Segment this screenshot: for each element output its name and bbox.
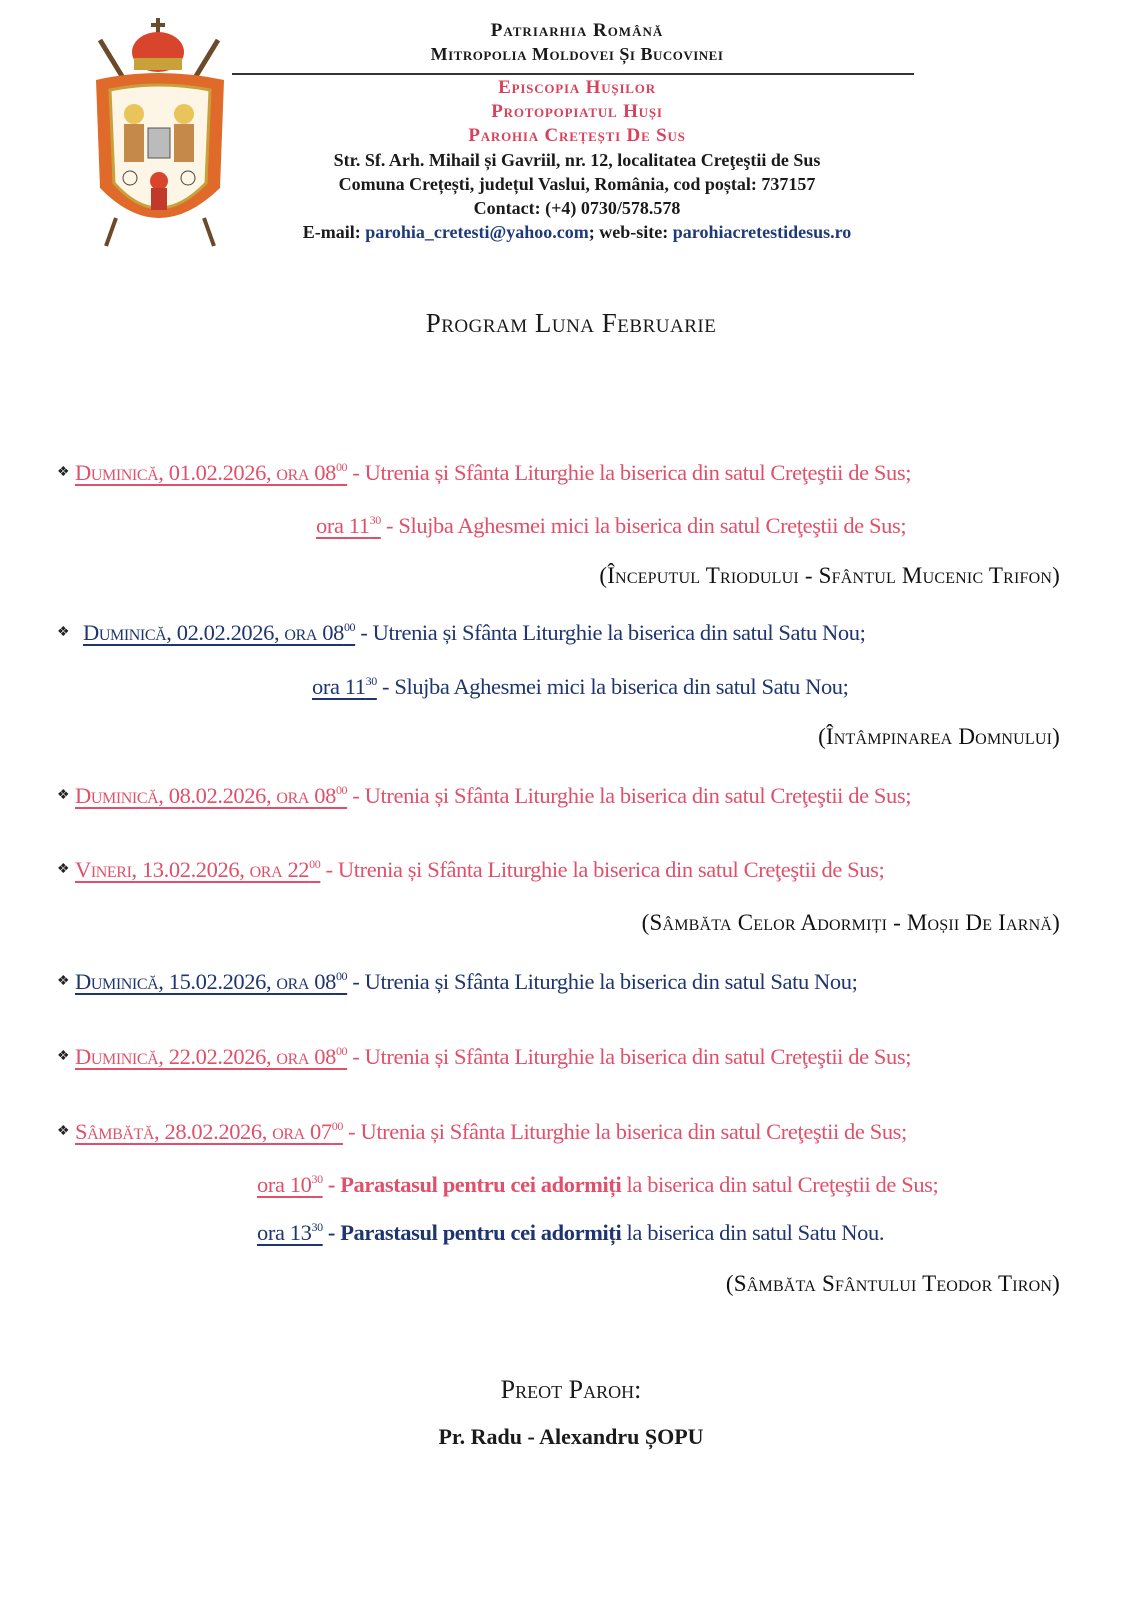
event-2-time-superscript: 00 <box>343 620 356 634</box>
event-7-subline-2-time <box>257 1220 323 1245</box>
event-3-time <box>75 783 347 808</box>
event-1-date: Duminică, 01.02.2026, ora 08 <box>75 460 336 485</box>
email-link[interactable]: parohia_cretesti@yahoo.com <box>365 222 589 242</box>
event-7-subline-1 <box>257 1170 938 1200</box>
event-2-subline-1-description: - Slujba Aghesmei mici la biserica din satul Satu Nou; <box>376 674 849 699</box>
event-1-subline-1 <box>316 511 906 541</box>
event-1-subline-1-time-superscript: 30 <box>369 513 381 527</box>
event-5-time-superscript: 00 <box>335 969 348 983</box>
event-2-subline-1-time <box>312 674 377 699</box>
event-7-time <box>75 1119 343 1144</box>
signature-role: Preot Paroh: <box>500 1375 642 1404</box>
event-5 <box>75 967 857 997</box>
event-7-subline-2-date: ora 13 <box>257 1220 312 1245</box>
bullet-diamond-icon: ❖ <box>57 862 70 877</box>
event-7-subline-2-service-bold: - Parastasul pentru cei adormiți <box>322 1220 622 1245</box>
event-7-subline-2-time-superscript: 30 <box>311 1220 323 1234</box>
bullet-diamond-icon: ❖ <box>57 974 70 989</box>
event-2-feast-note: (Întâmpinarea Domnului) <box>818 724 1060 749</box>
event-7-subline-2-description: la biserica din satul Satu Nou. <box>621 1220 885 1245</box>
event-2 <box>83 618 865 648</box>
address-line-1: Str. Sf. Arh. Mihail și Gavriil, nr. 12, localitatea Creţeştii de Sus <box>333 150 821 170</box>
event-6-date: Duminică, 22.02.2026, ora 08 <box>75 1044 336 1069</box>
address-line-2: Comuna Crețești, județul Vaslui, România, cod poștal: 737157 <box>338 174 816 194</box>
event-7-subline-1-description: la biserica din satul Creţeştii de Sus; <box>621 1172 939 1197</box>
patriarchate-heading: Patriarhia Română <box>490 20 664 41</box>
event-6 <box>75 1042 911 1072</box>
contact-line <box>232 222 922 243</box>
event-7-description: - Utrenia și Sfânta Liturghie la biserica din satul Creţeştii de Sus; <box>342 1119 907 1144</box>
event-1-description: - Utrenia și Sfânta Liturghie la biserica din satul Creţeştii de Sus; <box>347 460 912 485</box>
event-3-description: - Utrenia și Sfânta Liturghie la biserica din satul Creţeştii de Sus; <box>347 783 912 808</box>
event-5-time <box>75 969 347 994</box>
event-1-time-superscript: 00 <box>335 460 348 474</box>
website-label: ; web-site: <box>588 222 673 242</box>
event-5-date: Duminică, 15.02.2026, ora 08 <box>75 969 336 994</box>
event-7-subline-1-service-bold: - Parastasul pentru cei adormiți <box>322 1172 622 1197</box>
bullet-diamond-icon: ❖ <box>57 1124 70 1139</box>
event-2-subline-1-date: ora 11 <box>312 674 366 699</box>
bullet-diamond-icon: ❖ <box>57 1049 70 1064</box>
event-2-subline-1-time-superscript: 30 <box>365 674 377 688</box>
event-6-time <box>75 1044 347 1069</box>
event-2-subline-1 <box>312 672 849 702</box>
crest-logo <box>86 18 234 248</box>
event-1-subline-1-description: - Slujba Aghesmei mici la biserica din satul Creţeştii de Sus; <box>380 513 907 538</box>
header-divider <box>232 73 914 75</box>
email-label: E-mail: <box>302 222 366 242</box>
website-link[interactable]: parohiacretestidesus.ro <box>672 222 852 242</box>
signature-name: Pr. Radu - Alexandru ȘOPU <box>438 1424 704 1449</box>
parish-heading: Parohia Crețești De Sus <box>468 125 686 146</box>
event-1-subline-1-date: ora 11 <box>316 513 370 538</box>
event-7 <box>75 1117 907 1147</box>
event-2-time <box>83 620 355 645</box>
event-7-subline-1-time-superscript: 30 <box>311 1172 323 1186</box>
page-title: Program Luna Februarie <box>425 308 717 338</box>
event-3 <box>75 781 911 811</box>
event-1-time <box>75 460 347 485</box>
event-7-subline-1-time <box>257 1172 323 1197</box>
event-7-subline-1-date: ora 10 <box>257 1172 312 1197</box>
contact-phone: Contact: (+4) 0730/578.578 <box>473 198 681 218</box>
event-1-feast-note: (Începutul Triodului - Sfântul Mucenic Trifon) <box>599 563 1060 588</box>
event-4 <box>75 855 884 885</box>
event-2-date: Duminică, 02.02.2026, ora 08 <box>83 620 344 645</box>
event-3-time-superscript: 00 <box>335 783 348 797</box>
metropolis-heading: Mitropolia Moldovei Și Bucovinei <box>430 44 724 64</box>
diocese-heading: Episcopia Hușilor <box>498 77 656 98</box>
event-4-time-superscript: 00 <box>309 857 321 871</box>
event-6-description: - Utrenia și Sfânta Liturghie la biserica din satul Creţeştii de Sus; <box>347 1044 912 1069</box>
event-2-description: - Utrenia și Sfânta Liturghie la biserica din satul Satu Nou; <box>355 620 866 645</box>
bullet-diamond-icon: ❖ <box>57 788 70 803</box>
deanery-heading: Protopopiatul Huși <box>491 101 663 122</box>
event-1-subline-1-time <box>316 513 381 538</box>
event-7-subline-2 <box>257 1218 884 1248</box>
event-3-date: Duminică, 08.02.2026, ora 08 <box>75 783 336 808</box>
event-5-description: - Utrenia și Sfânta Liturghie la biserica din satul Satu Nou; <box>347 969 858 994</box>
event-4-feast-note: (Sâmbăta Celor Adormiți - Moșii De Iarnă) <box>641 910 1060 935</box>
event-7-date: Sâmbătă, 28.02.2026, ora 07 <box>75 1119 332 1144</box>
event-7-time-superscript: 00 <box>331 1119 343 1133</box>
event-7-feast-note: (Sâmbăta Sfântului Teodor Tiron) <box>725 1271 1060 1296</box>
event-4-time <box>75 857 320 882</box>
event-4-date: Vineri, 13.02.2026, ora 22 <box>75 857 310 882</box>
event-4-description: - Utrenia și Sfânta Liturghie la biserica din satul Creţeştii de Sus; <box>320 857 885 882</box>
event-1 <box>75 458 911 488</box>
event-6-time-superscript: 00 <box>335 1044 348 1058</box>
bullet-diamond-icon: ❖ <box>57 465 70 480</box>
bullet-diamond-icon: ❖ <box>57 625 70 640</box>
